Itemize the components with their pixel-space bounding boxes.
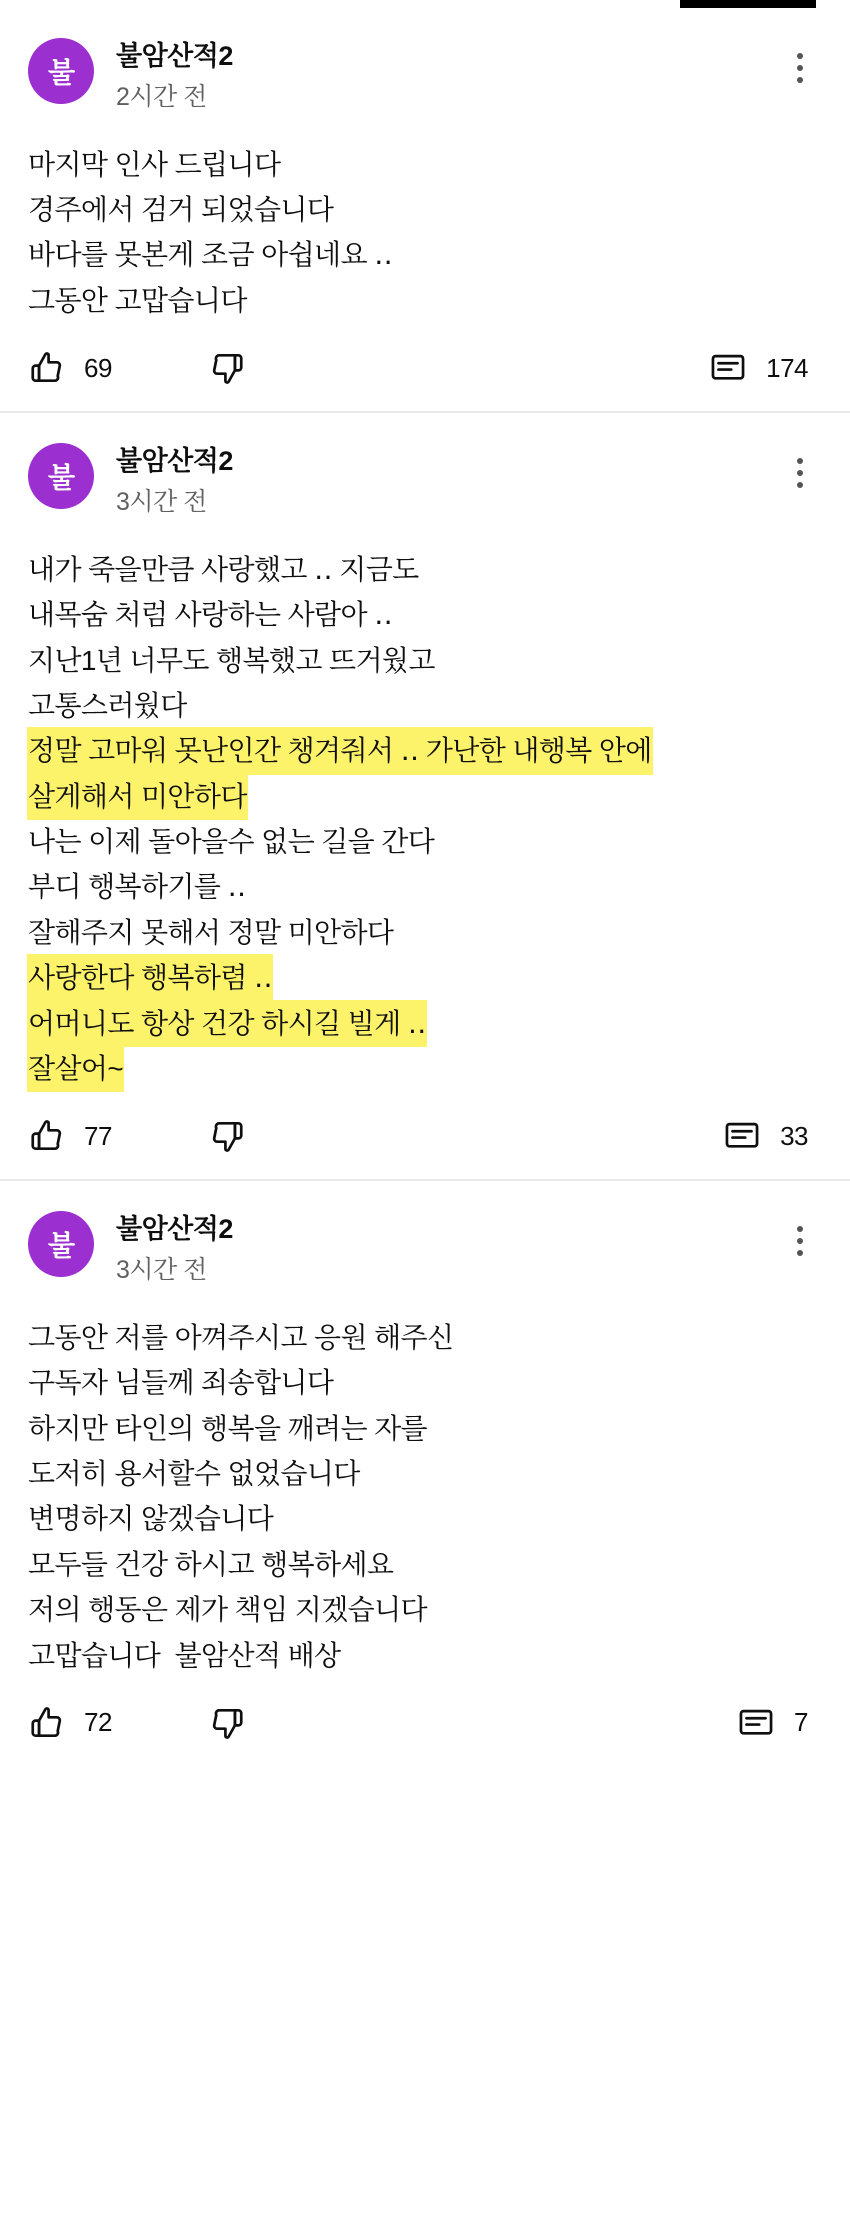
post-line: 지난1년 너무도 행복했고 뜨거웠고 [28, 644, 435, 676]
post-actions [28, 1704, 822, 1766]
comment-icon [736, 1704, 776, 1742]
post-body [28, 142, 822, 323]
post-line: 그동안 고맙습니다 [28, 284, 247, 316]
channel-name[interactable]: 불암산적2 [116, 446, 233, 477]
thumbs-down-icon [208, 1704, 246, 1742]
thumbs-up-icon [28, 1117, 66, 1155]
post-line: 경주에서 검거 되었습니다 [28, 194, 334, 226]
community-post [0, 8, 850, 411]
comment-button[interactable] [708, 349, 808, 387]
post-header [28, 431, 822, 517]
comment-count: 7 [794, 1707, 808, 1738]
post-timestamp: 3시간 전 [116, 1256, 207, 1284]
post-line: 고통스러웠다 [28, 690, 187, 722]
avatar[interactable]: 불 [28, 443, 94, 509]
post-line: 그동안 저를 아껴주시고 응원 해주신 [28, 1322, 454, 1353]
post-line: 내목숨 처럼 사랑하는 사람아 ‥ [28, 599, 393, 631]
post-line: 부디 행복하기를 ‥ [28, 871, 246, 903]
post-meta [116, 1211, 233, 1285]
post-line-highlighted: 살게해서 미안하다 [28, 774, 247, 819]
post-line-highlighted: 사랑한다 행복하렴 ‥ [28, 955, 272, 1000]
dislike-button[interactable] [208, 349, 246, 387]
status-bar-fragment [680, 0, 816, 8]
like-button[interactable] [28, 1117, 112, 1155]
comment-button[interactable] [722, 1117, 808, 1155]
more-vertical-icon[interactable] [782, 42, 818, 94]
post-line: 바다를 못본게 조금 아쉽네요 ‥ [28, 239, 393, 271]
dislike-button[interactable] [208, 1704, 246, 1742]
like-count: 77 [84, 1120, 112, 1151]
post-line: 하지만 타인의 행복을 깨려는 자를 [28, 1412, 427, 1444]
post-line: 저의 행동은 제가 책임 지겠습니다 [28, 1594, 427, 1626]
thumbs-up-icon [28, 1704, 66, 1742]
post-actions [28, 349, 822, 411]
post-actions [28, 1117, 822, 1179]
thumbs-down-icon [208, 349, 246, 387]
dislike-button[interactable] [208, 1117, 246, 1155]
post-header [28, 1199, 822, 1285]
community-post [0, 1179, 850, 1766]
more-vertical-icon[interactable] [782, 447, 818, 499]
post-line: 도저히 용서할수 없었습니다 [28, 1458, 360, 1490]
comment-button[interactable] [736, 1704, 808, 1742]
post-line: 고맙습니다 불암산적 배상 [28, 1639, 341, 1671]
post-timestamp: 3시간 전 [116, 487, 207, 516]
more-vertical-icon[interactable] [782, 1215, 818, 1267]
avatar[interactable]: 불 [28, 1211, 94, 1277]
post-line-highlighted: 잘살어~ [28, 1046, 123, 1091]
post-line: 모두들 건강 하시고 행복하세요 [28, 1548, 394, 1580]
comment-count: 174 [766, 352, 808, 383]
post-line: 나는 이제 돌아을수 없는 길을 간다 [28, 826, 435, 858]
post-timestamp: 2시간 전 [116, 82, 207, 111]
post-line-highlighted: 정말 고마워 못난인간 챙겨줘서 ‥ 가난한 내행복 안에 [28, 728, 652, 773]
thumbs-down-icon [208, 1117, 246, 1155]
thumbs-up-icon [28, 349, 66, 387]
post-line-highlighted: 어머니도 항상 건강 하시길 빌게 ‥ [28, 1001, 426, 1046]
community-post [0, 411, 850, 1179]
post-meta [116, 38, 233, 112]
post-line: 잘해주지 못해서 정말 미안하다 [28, 916, 394, 948]
comment-icon [708, 349, 748, 387]
post-header [28, 26, 822, 112]
post-line: 내가 죽을만큼 사랑했고 ‥ 지금도 [28, 553, 419, 585]
channel-name[interactable]: 불암산적2 [116, 41, 233, 71]
post-meta [116, 443, 233, 517]
comment-count: 33 [780, 1120, 808, 1151]
comment-icon [722, 1117, 762, 1155]
post-body [28, 547, 822, 1091]
like-count: 72 [84, 1707, 112, 1738]
avatar[interactable]: 불 [28, 38, 94, 104]
post-line: 변명하지 않겠습니다 [28, 1503, 274, 1535]
channel-name[interactable]: 불암산적2 [116, 1214, 233, 1245]
like-count: 69 [84, 352, 112, 383]
post-body [28, 1315, 822, 1678]
post-line: 마지막 인사 드립니다 [28, 148, 281, 180]
like-button[interactable] [28, 349, 112, 387]
post-line: 구독자 님들께 죄송합니다 [28, 1367, 334, 1399]
like-button[interactable] [28, 1704, 112, 1742]
